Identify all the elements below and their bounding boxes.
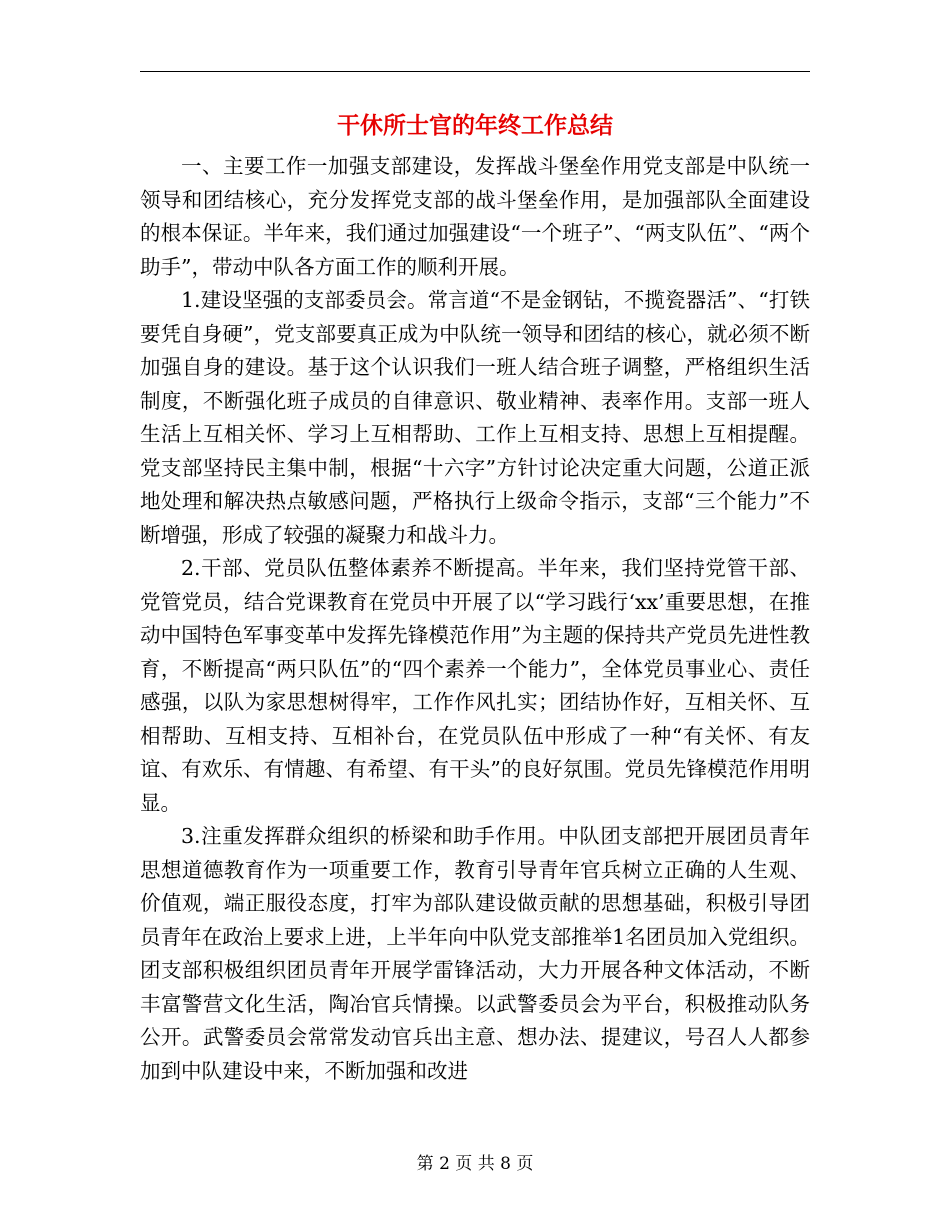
body-paragraph-3: 2.干部、党员队伍整体素养不断提高。半年来，我们坚持党管干部、党管党员，结合党课教育在党员中开展了以“学习践行‘xx’重要思想，在推动中国特色军事变革中发挥先锋模范作用”为主题的保持共产党员先进性教育，不断提高“两只队伍”的“四个素养一个能力”，全体党员事业心、责任感强，以队为家思想树得牢，工作作风扎实；团结协作好，互相关怀、互相帮助、互相支持、互相补台，在党员队伍中形成了一种“有关怀、有友谊、有欢乐、有情趣、有希望、有干头”的良好氛围。党员先锋模范作用明显。 <box>140 556 810 815</box>
document-title: 干休所士官的年终工作总结 <box>337 112 613 139</box>
document-body <box>140 150 810 1088</box>
body-paragraph-2: 1.建设坚强的支部委员会。常言道“不是金钢钻，不揽瓷器活”、“打铁要凭自身硬”，党支部要真正成为中队统一领导和团结的核心，就必须不断加强自身的建设。基于这个认识我们一班人结合班子调整，严格组织生活制度，不断强化班子成员的自律意识、敬业精神、表率作用。支部一班人生活上互相关怀、学习上互相帮助、工作上互相支持、思想上互相提醒。党支部坚持民主集中制，根据“十六字”方针讨论决定重大问题，公道正派地处理和解决热点敏感问题，严格执行上级命令指示，支部“三个能力”不断增强，形成了较强的凝聚力和战斗力。 <box>140 288 810 547</box>
body-paragraph-1: 一、主要工作一加强支部建设，发挥战斗堡垒作用党支部是中队统一领导和团结核心，充分发挥党支部的战斗堡垒作用，是加强部队全面建设的根本保证。半年来，我们通过加强建设“一个班子”、“两支队伍”、“两个助手”，带动中队各方面工作的顺利开展。 <box>140 154 810 279</box>
header-rule <box>140 71 810 72</box>
body-paragraph-4: 3.注重发挥群众组织的桥梁和助手作用。中队团支部把开展团员青年思想道德教育作为一项重要工作，教育引导青年官兵树立正确的人生观、价值观，端正服役态度，打牢为部队建设做贡献的思想基础，积极引导团员青年在政治上要求上进，上半年向中队党支部推举1名团员加入党组织。团支部积极组织团员青年开展学雷锋活动，大力开展各种文体活动，不断丰富警营文化生活，陶冶官兵情操。以武警委员会为平台，积极推动队务公开。武警委员会常常发动官兵出主意、想办法、提建议，号召人人都参加到中队建设中来，不断加强和改进 <box>140 824 810 1083</box>
page-number-footer: 第 2 页 共 8 页 <box>416 1154 534 1174</box>
